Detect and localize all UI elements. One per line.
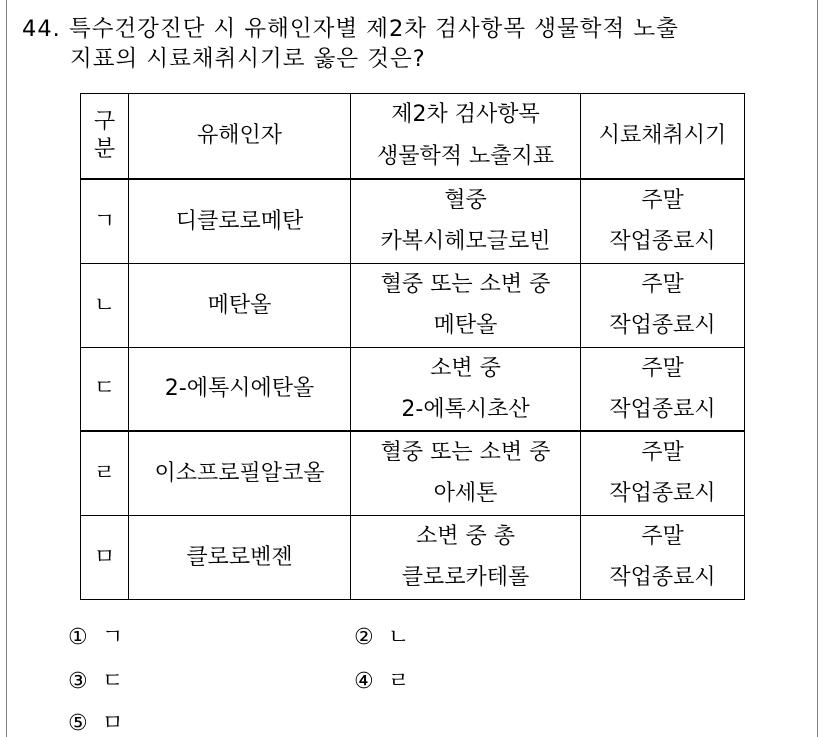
timing-line1: 주말 xyxy=(641,355,684,381)
row-indicator xyxy=(351,431,581,515)
choice-text: ㅁ xyxy=(102,711,124,736)
timing-line2: 작업종료시 xyxy=(609,481,716,507)
choice-text: ㄴ xyxy=(388,625,410,650)
timing-line2: 작업종료시 xyxy=(609,313,716,338)
choice-number: ④ xyxy=(354,669,374,694)
choice-number: ② xyxy=(354,625,374,650)
header-timing: 시료채취시기 xyxy=(581,94,745,180)
row-timing xyxy=(581,347,745,431)
header-gubun xyxy=(81,94,129,180)
timing-line2: 작업종료시 xyxy=(609,396,716,422)
row-timing xyxy=(581,263,745,347)
timing-line1: 주말 xyxy=(641,524,684,549)
indicator-line1: 소변 중 총 xyxy=(416,524,515,549)
row-indicator xyxy=(351,515,581,599)
timing-line2: 작업종료시 xyxy=(609,565,716,590)
choice-1[interactable] xyxy=(68,620,123,651)
exam-table xyxy=(80,93,745,600)
row-label: ㄹ xyxy=(81,431,129,515)
question-number: 44. xyxy=(22,16,61,42)
row-indicator xyxy=(351,347,581,431)
choice-text: ㄹ xyxy=(388,669,410,694)
timing-line1: 주말 xyxy=(641,440,684,466)
row-label: ㅁ xyxy=(81,515,129,599)
row-factor: 이소프로필알코올 xyxy=(129,431,351,515)
choice-text: ㄷ xyxy=(102,669,124,694)
row-label: ㄷ xyxy=(81,347,129,431)
choice-2[interactable] xyxy=(354,620,409,651)
choice-4[interactable] xyxy=(354,664,409,695)
row-factor: 2-에톡시에탄올 xyxy=(129,347,351,431)
table-row xyxy=(81,263,745,347)
choice-number: ⑤ xyxy=(68,711,88,736)
indicator-line1: 소변 중 xyxy=(430,355,501,381)
timing-line1: 주말 xyxy=(641,272,684,297)
header-gubun-line2: 분 xyxy=(93,137,116,162)
header-exam xyxy=(351,94,581,180)
row-timing xyxy=(581,431,745,515)
table-row xyxy=(81,179,745,263)
timing-line1: 주말 xyxy=(641,188,684,214)
row-factor: 디클로로메탄 xyxy=(129,179,351,263)
row-factor: 클로로벤젠 xyxy=(129,515,351,599)
choice-text: ㄱ xyxy=(102,625,124,650)
indicator-line2: 2-에톡시초산 xyxy=(401,396,530,422)
table-row xyxy=(81,515,745,599)
timing-line2: 작업종료시 xyxy=(609,229,716,255)
indicator-line1: 혈중 또는 소변 중 xyxy=(380,272,551,297)
indicator-line2: 아세톤 xyxy=(433,481,498,507)
table-header-row xyxy=(81,94,745,180)
header-exam-line2: 생물학적 노출지표 xyxy=(376,144,554,169)
indicator-line1: 혈중 xyxy=(444,188,487,214)
question-line2: 지표의 시료채취시기로 옳은 것은? xyxy=(70,46,426,72)
header-gubun-line1: 구 xyxy=(93,109,116,134)
row-indicator xyxy=(351,179,581,263)
question-text xyxy=(22,14,802,74)
choice-5[interactable] xyxy=(68,706,123,737)
question-line1: 특수건강진단 시 유해인자별 제2차 검사항목 생물학적 노출 xyxy=(68,16,679,42)
indicator-line1: 혈중 또는 소변 중 xyxy=(380,440,551,466)
row-label: ㄴ xyxy=(81,263,129,347)
header-factor: 유해인자 xyxy=(129,94,351,180)
row-label: ㄱ xyxy=(81,179,129,263)
indicator-line2: 클로로카테롤 xyxy=(401,565,530,590)
row-indicator xyxy=(351,263,581,347)
choice-number: ① xyxy=(68,625,88,650)
row-timing xyxy=(581,179,745,263)
row-timing xyxy=(581,515,745,599)
header-exam-line1: 제2차 검사항목 xyxy=(391,102,540,127)
row-factor: 메탄올 xyxy=(129,263,351,347)
indicator-line2: 카복시헤모글로빈 xyxy=(380,229,551,255)
choice-3[interactable] xyxy=(68,664,123,695)
table-row xyxy=(81,431,745,515)
table-row xyxy=(81,347,745,431)
indicator-line2: 메탄올 xyxy=(433,313,498,338)
choice-number: ③ xyxy=(68,669,88,694)
